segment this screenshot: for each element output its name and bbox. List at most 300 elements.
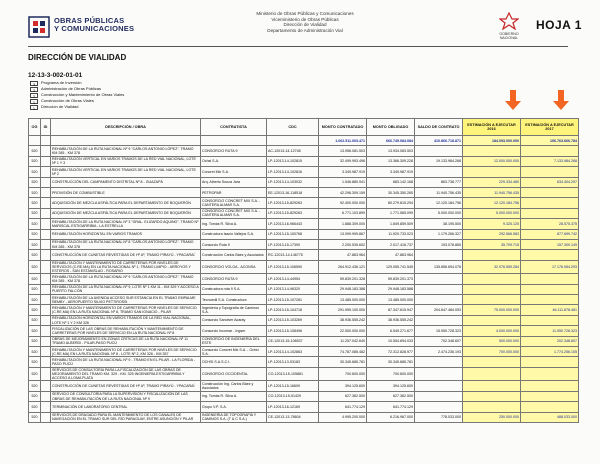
table-cell: 520 bbox=[29, 336, 41, 346]
column-header: MONTO OBLIGADO bbox=[367, 119, 415, 136]
table-cell: CONSORCIO RUTA 9 bbox=[201, 146, 267, 156]
logo-text: OBRAS PÚBLICAS Y COMUNICACIONES bbox=[54, 16, 135, 33]
table-cell: 1.062.511.003.471 bbox=[319, 136, 367, 146]
table-cell: 4.995.200.000 bbox=[319, 412, 367, 422]
table-cell: 135.856.694.076 bbox=[415, 260, 463, 274]
table-cell: 778.033.000 bbox=[415, 412, 463, 422]
table-cell: 4.000.000.000 bbox=[463, 326, 521, 336]
table-cell: 877.699.742 bbox=[521, 229, 579, 239]
table-header bbox=[29, 119, 579, 136]
table-cell: 30.345.685.781 bbox=[367, 357, 415, 367]
table-cell bbox=[463, 315, 521, 325]
table-cell: SERVICIO DE CONSULTORÍA PARA LA SUPERVISIÓN Y FISCALIZACIÓN DE LAS OBRAS DE REHABILITACIÓN DE LA RUTA NACIONAL Nº 9 bbox=[51, 391, 201, 401]
table-cell bbox=[415, 402, 463, 412]
table-row bbox=[29, 391, 579, 401]
table-cell: 700.600.000 bbox=[367, 367, 415, 381]
table-cell: 3.349.987.919 bbox=[367, 167, 415, 177]
table-cell: 35.709.715 bbox=[463, 239, 521, 249]
table-cell: 7.133.984.268 bbox=[521, 156, 579, 166]
table-cell bbox=[41, 295, 51, 305]
table-cell: REHABILITACIÓN DE LA RUTA NACIONAL Nº 8 "CARLOS ANTONIO LÓPEZ". TRAMO KM 285 - KM 378 bbox=[51, 239, 201, 249]
table-cell: 520 bbox=[29, 146, 41, 156]
table-cell: 202.348.607 bbox=[521, 336, 579, 346]
table-cell bbox=[267, 136, 319, 146]
table-cell bbox=[463, 357, 521, 367]
table-cell: 683.142.168 bbox=[367, 177, 415, 187]
table-row bbox=[29, 156, 579, 166]
table-body bbox=[29, 136, 579, 423]
table-cell: 42.296.309.159 bbox=[319, 187, 367, 197]
table-cell: REHABILITACIÓN DE LA AVENIDA ACCESO SUR ESTANCIA EN EL TRAMO EMPALME ÑEMBY - AEROPUERTO SILVIO PETTIROSSI bbox=[51, 295, 201, 305]
table-cell bbox=[41, 250, 51, 260]
table-cell: 500.000.000 bbox=[463, 336, 521, 346]
table-cell: REHABILITACIÓN DE LA RUTA NACIONAL Nº 9 "CARLOS ANTONIO LÓPEZ". TRAMO KM 285 - KM 378 bbox=[51, 146, 201, 156]
table-row bbox=[29, 229, 579, 239]
table-cell: 520 bbox=[29, 357, 41, 367]
table-cell: Concret Mix S.A. bbox=[201, 167, 267, 177]
table-cell: 520 bbox=[29, 156, 41, 166]
table-row bbox=[29, 402, 579, 412]
table-cell: REHABILITACIÓN Y MANTENIMIENTO DE CARRETERAS POR NIVELES DE SERVICIOS (C.RE.MA) EN LA RUTA NACIONAL Nº 1, TRAMO LIMPIO - ARROYOS Y ESTEROS - SAN ESTANISLAO - ROSARIO bbox=[51, 260, 201, 274]
table-cell: 22.500.000.000 bbox=[319, 326, 367, 336]
table-cell bbox=[41, 146, 51, 156]
table-cell: 129.055.741.545 bbox=[367, 260, 415, 274]
table-cell: 520 bbox=[29, 208, 41, 218]
table-cell bbox=[51, 136, 201, 146]
program-legend bbox=[30, 80, 124, 110]
table-cell: 1.849.859.509 bbox=[367, 219, 415, 229]
table-cell: 520 bbox=[29, 391, 41, 401]
table-cell: Consorcio Sanolver Acaray bbox=[201, 315, 267, 325]
table-cell bbox=[41, 336, 51, 346]
table-cell: 32.076.559.284 bbox=[463, 260, 521, 274]
table-cell bbox=[521, 198, 579, 208]
table-cell bbox=[415, 381, 463, 391]
table-cell bbox=[521, 167, 579, 177]
table-cell bbox=[463, 146, 521, 156]
table-cell: 19.133.984.268 bbox=[415, 156, 463, 166]
table-cell: CONSORCIO OCCIDENTAL bbox=[201, 367, 267, 381]
table-cell bbox=[415, 284, 463, 294]
table-cell: 520 bbox=[29, 326, 41, 336]
table-cell bbox=[41, 315, 51, 325]
table-cell: 666.745.084.084 bbox=[367, 136, 415, 146]
table-cell: 3.349.987.919 bbox=[319, 167, 367, 177]
table-cell bbox=[41, 347, 51, 357]
legend-number: 1 bbox=[30, 99, 38, 104]
table-cell: REHABILITACIÓN VERTICAL EN VARIOS TRAMOS DE LA RED VIAL NACIONAL, LOTE Nº 2 bbox=[51, 167, 201, 177]
table-cell bbox=[521, 187, 579, 197]
table-cell bbox=[415, 295, 463, 305]
table-cell: 264.912.436.121 bbox=[319, 260, 367, 274]
table-cell: PROVISIÓN DE COMBUSTIBLE bbox=[51, 187, 201, 197]
table-cell bbox=[521, 357, 579, 367]
table-cell: 29.948.183.588 bbox=[367, 284, 415, 294]
table-cell: 520 bbox=[29, 239, 41, 249]
table-cell: Ing. Tomás R. Silva A. bbox=[201, 219, 267, 229]
table-cell: 520 bbox=[29, 347, 41, 357]
table-cell bbox=[415, 274, 463, 284]
table-cell: ADQUISICIÓN DE MEZCLA ASFÁLTICA PARA EL DEPARTAMENTO DE BOQUERÓN bbox=[51, 198, 201, 208]
table-cell: 702.348.607 bbox=[415, 336, 463, 346]
legend-text: Construcción de Obras Viales bbox=[41, 98, 94, 103]
table-cell: Construcción Ing. Carlos Báez y Asociados bbox=[201, 381, 267, 391]
table-cell: 10.554.694.033 bbox=[367, 336, 415, 346]
table-cell: REHABILITACIÓN DE LA RUTA NACIONAL Nº 3 "GRAL. ELIZARDO AQUINO". TRAMO Nº MARISCAL ESTIGARRIBIA - LA ESTRELLA bbox=[51, 219, 201, 229]
table-cell bbox=[415, 357, 463, 367]
table-row bbox=[29, 336, 579, 346]
table-cell bbox=[415, 167, 463, 177]
table-cell: 13.366.309.228 bbox=[367, 156, 415, 166]
table-cell: 38.936.555.242 bbox=[367, 315, 415, 325]
table-cell: CE-12013-13-78604 bbox=[267, 412, 319, 422]
table-cell: CONSORCIO RUTA 9 bbox=[201, 274, 267, 284]
table-row bbox=[29, 315, 579, 325]
mopc-logo bbox=[28, 14, 148, 42]
table-cell: 75.000.000.000 bbox=[463, 305, 521, 315]
table-row bbox=[29, 219, 579, 229]
table-cell bbox=[521, 315, 579, 325]
legend-number: 3 bbox=[30, 81, 38, 86]
table-cell bbox=[521, 274, 579, 284]
legend-number: 1 bbox=[30, 105, 38, 110]
table-cell: 520 bbox=[29, 295, 41, 305]
table-cell: CONSORCIO CONCRET MIX S.A. - CANTERA ALMAR S.A. bbox=[201, 208, 267, 218]
table-cell: 13.485.000.000 bbox=[367, 295, 415, 305]
table-cell bbox=[41, 177, 51, 187]
table-cell: 1.546.880.941 bbox=[319, 177, 367, 187]
table-cell: LP-12013-14-102863 bbox=[267, 347, 319, 357]
table-cell: 13.956.081.503 bbox=[319, 146, 367, 156]
table-cell: SERVICIOS DE CONSULTORÍA PARA LA FISCALIZACIÓN DE LAS OBRAS DE MEJORAMIENTO DEL TRAMO KM. 329 - KM. 325 INGENIERÍA ESTIGARRIBIA Y ACCESO A LOMA PLATA bbox=[51, 367, 201, 381]
table-cell: 193.078.865 bbox=[415, 239, 463, 249]
header-divider bbox=[28, 46, 568, 47]
legend-text: Construcción y Mantenimiento de Obras Viales bbox=[41, 92, 125, 97]
table-cell: 87.347.615.947 bbox=[367, 305, 415, 315]
table-cell: 184.093.000.000 bbox=[463, 136, 521, 146]
table-cell bbox=[463, 391, 521, 401]
table-row bbox=[29, 146, 579, 156]
table-cell: 106.763.666.784 bbox=[521, 136, 579, 146]
table-cell: 59.839.201.373 bbox=[367, 274, 415, 284]
table-cell: 520 bbox=[29, 367, 41, 381]
table-cell: 627.362.500 bbox=[319, 391, 367, 401]
table-cell: 2.017.416.737 bbox=[367, 239, 415, 249]
table-cell bbox=[41, 412, 51, 422]
table-row bbox=[29, 381, 579, 391]
table-cell bbox=[415, 250, 463, 260]
contracts-table bbox=[28, 118, 579, 423]
legend-text: Programa de Inversión bbox=[41, 80, 82, 85]
table-cell bbox=[41, 219, 51, 229]
table-cell: 92.400.000.000 bbox=[319, 198, 367, 208]
table-cell: CONSTRUCCIÓN DE CUNETAS REVESTIDAS DE Hº Aº, TRAMO PIRAYÚ - YPACARAÍ bbox=[51, 250, 201, 260]
table-cell: LP-12013-15-16609 bbox=[267, 381, 319, 391]
table-cell: LP-12013-16-966443 bbox=[267, 219, 319, 229]
table-cell bbox=[521, 146, 579, 156]
table-cell: Consorcio Ruta 9 bbox=[201, 239, 267, 249]
table-cell: 2.474.236.193 bbox=[415, 347, 463, 357]
table-cell: CONSORCIO CONCRET MIX S.A. - CANTERA ALMAR S.A. bbox=[201, 198, 267, 208]
column-header: SALDO DE CONTRATO bbox=[415, 119, 463, 136]
table-cell: 11.940.756.435 bbox=[415, 187, 463, 197]
table-cell bbox=[521, 367, 579, 381]
table-cell: 12.120.184.756 bbox=[415, 198, 463, 208]
table-cell bbox=[463, 250, 521, 260]
table-cell: LP-12013-15-107281 bbox=[267, 295, 319, 305]
table-cell: 520 bbox=[29, 412, 41, 422]
table-cell bbox=[41, 229, 51, 239]
table-cell: 520 bbox=[29, 177, 41, 187]
table-cell: 700.600.000 bbox=[319, 367, 367, 381]
table-cell: 700.000.000 bbox=[463, 347, 521, 357]
government-logo-text: GOBIERNO NACIONAL bbox=[499, 32, 519, 40]
table-cell: LP-12013-15-106590 bbox=[267, 260, 319, 274]
table-row bbox=[29, 260, 579, 274]
table-row bbox=[29, 177, 579, 187]
table-row bbox=[29, 167, 579, 177]
table-cell bbox=[463, 167, 521, 177]
header-line: Ministerio de Obras Públicas y Comunicaciones bbox=[256, 11, 354, 16]
table-cell: Ing. Tomás R. Silva A. bbox=[201, 391, 267, 401]
program-code: 12-13-3-002-01-01 bbox=[28, 72, 83, 79]
table-row bbox=[29, 208, 579, 218]
table-cell: 11.950.728.323 bbox=[521, 326, 579, 336]
table-cell: LP-12013-16-12169 bbox=[267, 402, 319, 412]
table-cell: LP-12013-15-17390 bbox=[267, 239, 319, 249]
table-cell: REHABILITACIÓN Y MANTENIMIENTO DE CARRETERAS POR NIVELES DE SERVICIO (C.RE.MA) EN LA RUTA NACIONAL Nº 8, TRAMO SAN IGNACIO - PILAR bbox=[51, 305, 201, 315]
table-cell: 394.125.600 bbox=[319, 381, 367, 391]
table-cell: 72.312.828.977 bbox=[367, 347, 415, 357]
table-cell: 291.995.100.000 bbox=[319, 305, 367, 315]
table-row bbox=[29, 295, 579, 305]
table-cell: Ingeniería y Topografía de Caminos S.A. bbox=[201, 305, 267, 315]
table-cell: LP-12013-15-100768 bbox=[267, 229, 319, 239]
table-cell: 38.936.555.242 bbox=[319, 315, 367, 325]
table-cell bbox=[521, 250, 579, 260]
table-cell bbox=[41, 156, 51, 166]
table-cell: 520 bbox=[29, 198, 41, 208]
table-cell: CONSORCIO VOLGA - ACONSA bbox=[201, 260, 267, 274]
table-row bbox=[29, 250, 579, 260]
table-cell bbox=[463, 295, 521, 305]
table-cell: 13.485.000.000 bbox=[319, 295, 367, 305]
table-cell bbox=[201, 136, 267, 146]
table-cell: 520 bbox=[29, 305, 41, 315]
column-header: MONTO CONTRATADO bbox=[319, 119, 367, 136]
table-cell bbox=[41, 136, 51, 146]
table-cell: LP-12013-14-102816 bbox=[267, 167, 319, 177]
table-cell: RC-12013-14-146775 bbox=[267, 250, 319, 260]
table-cell: 520 bbox=[29, 250, 41, 260]
table-cell: Consorcio Incomar - Ingser bbox=[201, 326, 267, 336]
table-cell: 29.948.183.388 bbox=[319, 284, 367, 294]
table-cell: 520 bbox=[29, 315, 41, 325]
table-cell: 229.334.480 bbox=[463, 177, 521, 187]
table-cell bbox=[521, 284, 579, 294]
table-cell: CONSTRUCCIÓN DE CUNETAS REVESTIDAS DE Hº Aº, TRAMO PIRAYÚ - YPACARAÍ bbox=[51, 381, 201, 391]
table-cell: REHABILITACIÓN HORIZONTAL EN VARIOS TRAMOS bbox=[51, 229, 201, 239]
table-cell: LP-12013-15-108496 bbox=[267, 326, 319, 336]
table-cell: 1.888.309.000 bbox=[319, 219, 367, 229]
table-cell: Tecnoedil S.A. Constructora bbox=[201, 295, 267, 305]
table-cell: 13.934.083.503 bbox=[367, 146, 415, 156]
table-cell bbox=[41, 357, 51, 367]
table-cell: 11.940.756.435 bbox=[463, 187, 521, 197]
table-cell bbox=[463, 274, 521, 284]
table-cell: 520 bbox=[29, 381, 41, 391]
table-cell bbox=[41, 305, 51, 315]
table-row bbox=[29, 198, 579, 208]
table-cell: 11.257.042.640 bbox=[319, 336, 367, 346]
arrow-down-icon bbox=[505, 90, 521, 110]
table-cell: 47.863.964 bbox=[367, 250, 415, 260]
legend-row bbox=[30, 104, 124, 110]
table-cell: 488.033.000 bbox=[521, 412, 579, 422]
legend-number: 2 bbox=[30, 87, 38, 92]
table-row bbox=[29, 274, 579, 284]
table-cell: 6.216.967.000 bbox=[367, 412, 415, 422]
table-cell: 12.000.000.000 bbox=[463, 156, 521, 166]
column-header: CONTRATISTA bbox=[201, 119, 267, 136]
table-cell: 641.774.129 bbox=[319, 402, 367, 412]
header-line: Dirección de Vialidad bbox=[283, 22, 327, 28]
table-row bbox=[29, 357, 579, 367]
table-cell: 292.566.583 bbox=[463, 229, 521, 239]
table-cell: 12.120.184.756 bbox=[463, 198, 521, 208]
table-cell: 9.325.125 bbox=[463, 219, 521, 229]
page-title: DIRECCIÓN DE VIALIDAD bbox=[28, 53, 127, 62]
table-cell: 1.771.565.099 bbox=[367, 208, 415, 218]
table-cell: 13.099.999.867 bbox=[319, 229, 367, 239]
table-cell: Arq. Alberto Souza Jara bbox=[201, 177, 267, 187]
table-cell bbox=[463, 381, 521, 391]
table-cell: 863.738.777 bbox=[415, 177, 463, 187]
table-cell bbox=[463, 284, 521, 294]
table-cell: 5.000.000.000 bbox=[415, 208, 463, 218]
table-cell bbox=[415, 367, 463, 381]
table-cell: Ochsi S.A. bbox=[201, 156, 267, 166]
table-row bbox=[29, 367, 579, 381]
table-row bbox=[29, 187, 579, 197]
table-cell: 47.863.964 bbox=[319, 250, 367, 260]
table-cell: LP-12013-14-103032 bbox=[267, 177, 319, 187]
table-cell bbox=[463, 367, 521, 381]
column-header: OG bbox=[29, 119, 41, 136]
table-cell: CONSTRUCCIÓN DEL CAMPAMENTO DISTRITAL Nº 8 - GUAZAPÁ bbox=[51, 177, 201, 187]
table-row bbox=[29, 347, 579, 357]
table-cell: LP-12013-15-829263 bbox=[267, 198, 319, 208]
table-cell: LP-12013-14-102815 bbox=[267, 156, 319, 166]
table-cell: LP-12013-14-96320 bbox=[267, 284, 319, 294]
table-cell: Consorcio Concret Mix S.A. - Ochsi S.A. bbox=[201, 347, 267, 357]
table-cell: 520 bbox=[29, 402, 41, 412]
table-cell: 204.647.484.053 bbox=[415, 305, 463, 315]
table-row bbox=[29, 239, 579, 249]
table-cell: REHABILITACIÓN Y MANTENIMIENTO DE CARRETERAS POR NIVELES DE SERVICIO (C.RE.MA) EN LA RUTA NACIONAL Nº 8 - LOTE Nº 2, KM 326 - KM 357 bbox=[51, 347, 201, 357]
table-cell: REHABILITACIÓN DE LA RUTA NACIONAL Nº 9 "CARLOS ANTONIO LÓPEZ". TRAMO KM 285 - KM 378 bbox=[51, 274, 201, 284]
table-cell: 520 bbox=[29, 284, 41, 294]
table-row bbox=[29, 305, 579, 315]
table-cell: 634.404.297 bbox=[521, 177, 579, 187]
table-row bbox=[29, 326, 579, 336]
table-cell: Construcción Carlos Báez y Asociados bbox=[201, 250, 267, 260]
table-cell: CO-12013-15-51429 bbox=[267, 391, 319, 401]
table-cell: 520 bbox=[29, 260, 41, 274]
table-cell: 59.839.201.328 bbox=[319, 274, 367, 284]
table-cell: REHABILITACIÓN DE LA RUTA NACIONAL Nº 9, LOTE Nº 1 KM 11 - KM 329 Y ACCESO A PUERTO FALCÓN bbox=[52, 285, 199, 294]
table-cell: REHABILITACIÓN HORIZONTAL EN VARIOS TRAMOS DE LA RED VIAL NACIONAL, LOTE Nº 1 Y 2 KM 326 bbox=[51, 315, 201, 325]
column-header: ID bbox=[41, 119, 51, 136]
table-cell bbox=[41, 274, 51, 284]
table-cell: AC-12013-14-12748 bbox=[267, 146, 319, 156]
arrow-down-icon bbox=[553, 90, 569, 110]
table-cell bbox=[41, 284, 51, 294]
table-cell bbox=[415, 315, 463, 325]
table-cell: 5.000.000.000 bbox=[463, 208, 521, 218]
legend-text: Administración de Obras Públicas bbox=[41, 86, 102, 91]
table-cell: 6.549.271.677 bbox=[367, 326, 415, 336]
table-cell bbox=[41, 260, 51, 274]
table-cell: 410.866.718.871 bbox=[415, 136, 463, 146]
table-cell: 6.771.103.899 bbox=[319, 208, 367, 218]
table-cell: 1.774.256.105 bbox=[521, 347, 579, 357]
column-header: ESTIMACIÓN A EJECUTAR 2017 bbox=[521, 119, 579, 136]
table-cell: 38.195.500 bbox=[415, 219, 463, 229]
table-cell bbox=[521, 381, 579, 391]
table-cell: LP-12013-13-93183 bbox=[267, 357, 319, 367]
table-cell: CONSORCIO DE INGENIERÍA DEL ESTE bbox=[201, 336, 267, 346]
table-cell: EE-12013-16-118518 bbox=[267, 187, 319, 197]
ministry-header bbox=[235, 11, 375, 33]
table-cell: Constructora ruta 9 S.A. bbox=[201, 284, 267, 294]
table-cell bbox=[41, 326, 51, 336]
column-header: ESTIMACIÓN A EJECUTAR 2016 bbox=[463, 119, 521, 136]
table-cell: INGENIERÍA DE TOPOGRAFÍA Y CAMINOS S.A. (T & C S.A.) bbox=[201, 412, 267, 422]
table-cell: 641.774.129 bbox=[367, 402, 415, 412]
table-cell bbox=[521, 402, 579, 412]
table-cell: 46.111.878.481 bbox=[521, 305, 579, 315]
header-line: Departamento de Administración Vial bbox=[267, 27, 343, 33]
table-cell: CO-12013-15-105881 bbox=[267, 367, 319, 381]
table-cell: 2.200.535.602 bbox=[319, 239, 367, 249]
table-cell bbox=[41, 239, 51, 249]
table-cell: 30.345.685.781 bbox=[319, 357, 367, 367]
table-cell: LP-12013-14-44954 bbox=[267, 274, 319, 284]
table-cell: 30.345.350.265 bbox=[367, 187, 415, 197]
column-header: DESCRIPCIÓN / OBRA bbox=[51, 119, 201, 136]
table-cell bbox=[29, 136, 41, 146]
table-cell: REHABILITACIÓN VERTICAL EN VARIOS TRAMOS DE LA RED VIAL NACIONAL, LOTE Nº 1 Y 3 bbox=[51, 156, 201, 166]
table-cell bbox=[521, 295, 579, 305]
table-cell: Grupo V.P. S.A. bbox=[201, 402, 267, 412]
table-cell: OBRAS DE MEJORAMIENTO EN ZONAS CRÍTICAS DE LA RUTA NACIONAL Nº 11 TRAMO ALBERDI - PILAR-PASO PUCÚ bbox=[51, 336, 201, 346]
table-cell: 74.787.085.482 bbox=[319, 347, 367, 357]
table-cell bbox=[521, 208, 579, 218]
table-cell: 627.362.500 bbox=[367, 391, 415, 401]
table-row bbox=[29, 284, 579, 294]
table-cell bbox=[521, 391, 579, 401]
table-cell bbox=[41, 198, 51, 208]
table-cell: 17.176.084.293 bbox=[521, 260, 579, 274]
table-cell bbox=[41, 381, 51, 391]
government-logo bbox=[492, 12, 526, 38]
table-cell bbox=[463, 402, 521, 412]
table-cell: LP-12013-15-829263 bbox=[267, 208, 319, 218]
table-cell: 520 bbox=[29, 219, 41, 229]
sheet-number: HOJA 1 bbox=[536, 18, 582, 32]
column-header: CDC bbox=[267, 119, 319, 136]
